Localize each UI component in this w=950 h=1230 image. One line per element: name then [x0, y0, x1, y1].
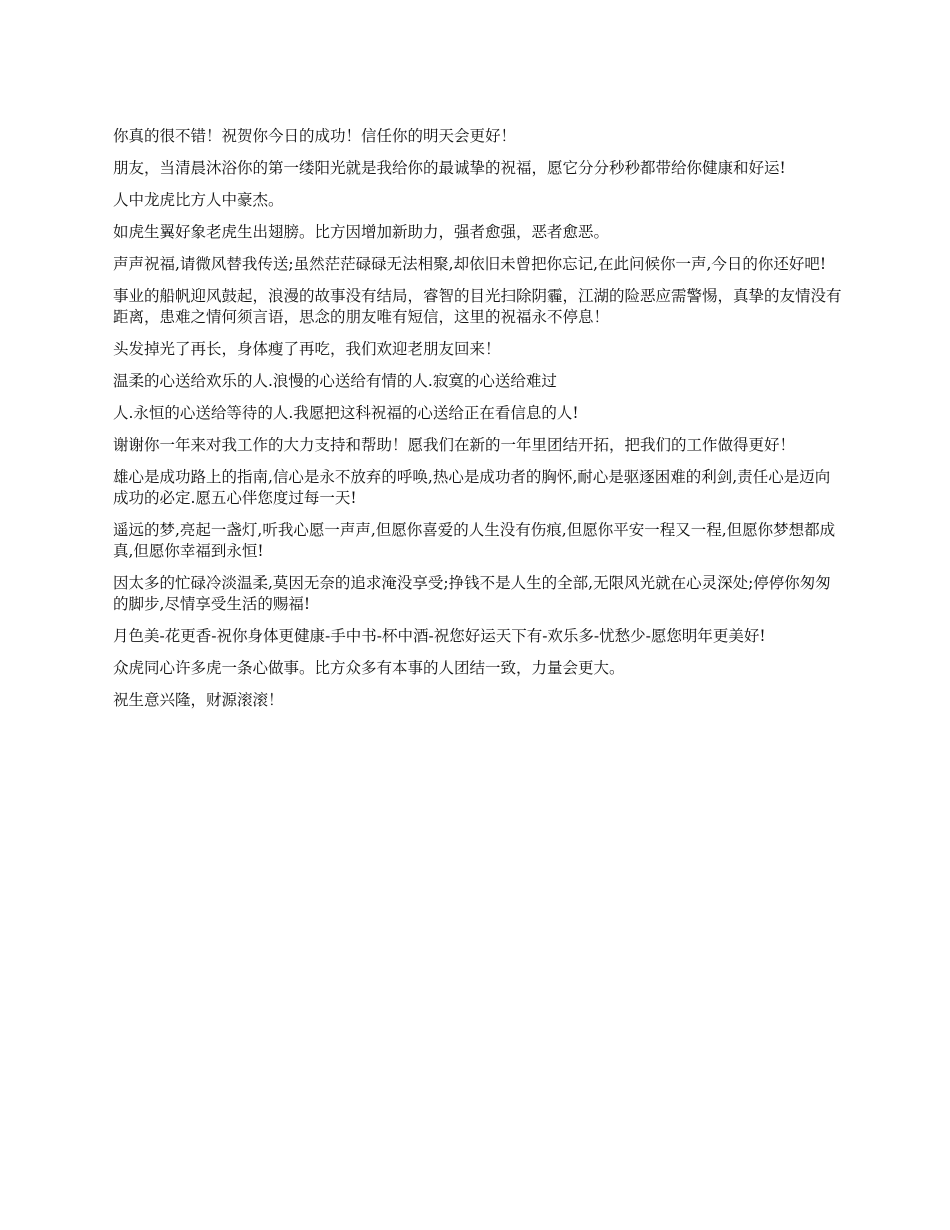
paragraph-15: 众虎同心许多虎一条心做事。比方众多有本事的人团结一致，力量会更大。 [113, 659, 625, 677]
paragraph-5: 声声祝福,请微风替我传送;虽然茫茫碌碌无法相聚,却依旧未曾把你忘记,在此问候你一声,今日的你还好吧! [113, 255, 827, 273]
paragraph-6: 事业的船帆迎风鼓起，浪漫的故事没有结局，睿智的目光扫除阴霾，江湖的险恶应需警惕，真挚的友情没有距离，患难之情何须言语，思念的朋友唯有短信，这里的祝福永不停息！ [113, 287, 842, 326]
paragraph-11: 雄心是成功路上的指南,信心是永不放弃的呼唤,热心是成功者的胸怀,耐心是驱逐困难的利剑,责任心是迈向成功的必定.愿五心伴您度过每一天! [113, 468, 831, 507]
paragraph-7: 头发掉光了再长，身体瘦了再吃，我们欢迎老朋友回来！ [113, 340, 501, 358]
paragraph-14: 月色美-花更香-祝你身体更健康-手中书-杯中酒-祝您好运天下有-欢乐多-忧愁少-愿您明年更美好! [113, 627, 766, 645]
paragraph-10: 谢谢你一年来对我工作的大力支持和帮助！愿我们在新的一年里团结开拓，把我们的工作做得更好！ [113, 436, 796, 454]
paragraph-3: 人中龙虎比方人中豪杰。 [113, 191, 284, 209]
paragraph-2: 朋友，当清晨沐浴你的第一缕阳光就是我给你的最诚挚的祝福，愿它分分秒秒都带给你健康和好运! [113, 159, 786, 177]
paragraph-8: 温柔的心送给欢乐的人.浪慢的心送给有情的人.寂寞的心送给难过 [113, 372, 557, 390]
paragraph-4: 如虎生翼好象老虎生出翅膀。比方因增加新助力，强者愈强，恶者愈恶。 [113, 223, 610, 241]
paragraph-1: 你真的很不错！祝贺你今日的成功！信任你的明天会更好！ [113, 127, 517, 145]
paragraph-13: 因太多的忙碌冷淡温柔,莫因无奈的追求淹没享受;挣钱不是人生的全部,无限风光就在心灵深处;停停你匆匆的脚步,尽情享受生活的赐福! [113, 574, 831, 613]
paragraph-16: 祝生意兴隆，财源滚滚！ [113, 691, 284, 709]
paragraph-9: 人.永恒的心送给等待的人.我愿把这科祝福的心送给正在看信息的人! [113, 404, 579, 422]
paragraph-12: 遥远的梦,亮起一盏灯,听我心愿一声声,但愿你喜爱的人生没有伤痕,但愿你平安一程又一程,但愿你梦想都成真,但愿你幸福到永恒! [113, 521, 836, 560]
document-body [113, 126, 843, 722]
